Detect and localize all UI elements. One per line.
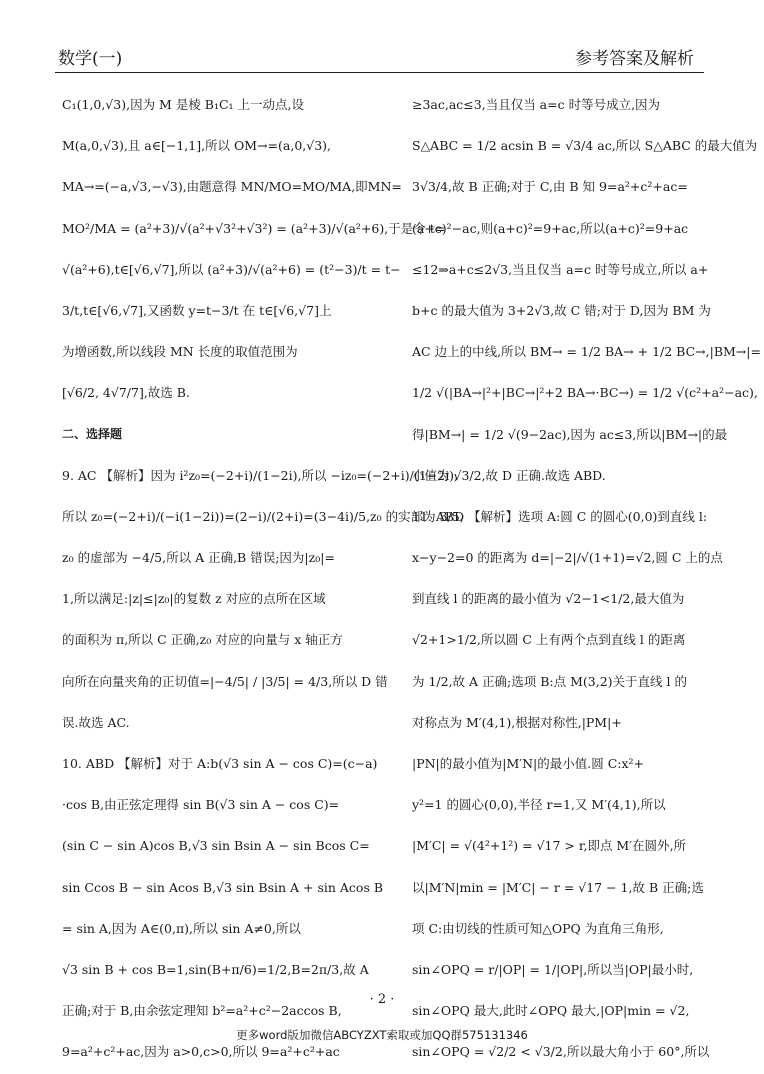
text-line: ·cos B,由正弦定理得 sin B(√3 sin A − cos C)= [62, 797, 340, 813]
text-line: √2+1>1/2,所以圆 C 上有两个点到直线 l 的距离 [412, 632, 686, 648]
text-line: 11. ABD 【解析】选项 A:圆 C 的圆心(0,0)到直线 l: [412, 508, 708, 524]
text-line: 所以 z₀=(−2+i)/(−i(1−2i))=(2−i)/(2+i)=(3−4i)/5,z₀ 的实部为 3/5, [62, 508, 464, 524]
text-line: x−y−2=0 的距离为 d=|−2|/√(1+1)=√2,圆 C 上的点 [412, 550, 723, 566]
text-line: ≤12⇒a+c≤2√3,当且仅当 a=c 时等号成立,所以 a+ [412, 261, 709, 277]
text-line: 为增函数,所以线段 MN 长度的取值范围为 [62, 344, 298, 360]
text-line: [√6/2, 4√7/7],故选 B. [62, 385, 190, 401]
text-line: 为 1/2,故 A 正确;选项 B:点 M(3,2)关于直线 l 的 [412, 673, 687, 689]
left-column [62, 84, 464, 1073]
text-line: √3 sin B + cos B=1,sin(B+π/6)=1/2,B=2π/3,故 A [62, 961, 369, 977]
text-line: 9=a²+c²+ac,因为 a>0,c>0,所以 9=a²+c²+ac [62, 1044, 340, 1060]
footer-note: 更多word版加微信ABCYZXT索取或加QQ群575131346 [236, 1028, 528, 1042]
text-line: (sin C − sin A)cos B,√3 sin Bsin A − sin Bcos C= [62, 838, 370, 854]
right-column [412, 84, 761, 1073]
text-line: 以|M′N|min = |M′C| − r = √17 − 1,故 B 正确;选 [412, 879, 704, 895]
text-line: 9. AC 【解析】因为 i²z₀=(−2+i)/(1−2i),所以 −iz₀=(−2+i)/(1−2i), [62, 467, 458, 483]
text-line: 小值为 √3/2,故 D 正确.故选 ABD. [412, 467, 606, 483]
text-line: y²=1 的圆心(0,0),半径 r=1,又 M′(4,1),所以 [412, 797, 666, 813]
text-line: sin∠OPQ 最大,此时∠OPQ 最大,|OP|min = √2, [412, 1003, 690, 1019]
text-line: 项 C:由切线的性质可知△OPQ 为直角三角形, [412, 920, 664, 936]
text-line: S△ABC = 1/2 acsin B = √3/4 ac,所以 S△ABC 的最大值为 [412, 138, 758, 154]
text-line: = sin A,因为 A∈(0,π),所以 sin A≠0,所以 [62, 920, 301, 936]
text-line: M(a,0,√3),且 a∈[−1,1],所以 OM→=(a,0,√3), [62, 138, 332, 154]
section-heading: 二、选择题 [62, 426, 123, 441]
text-line: 10. ABD 【解析】对于 A:b(√3 sin A − cos C)=(c−a) [62, 756, 378, 771]
text-line: b+c 的最大值为 3+2√3,故 C 错;对于 D,因为 BM 为 [412, 302, 711, 318]
text-line: 对称点为 M′(4,1),根据对称性,|PM|+ [412, 714, 622, 730]
text-line: 3√3/4,故 B 正确;对于 C,由 B 知 9=a²+c²+ac= [412, 179, 688, 195]
text-line: 得|BM→| = 1/2 √(9−2ac),因为 ac≤3,所以|BM→|的最 [412, 426, 728, 442]
header-title: 参考答案及解析 [575, 49, 694, 69]
text-line: 正确;对于 B,由余弦定理知 b²=a²+c²−2accos B, [62, 1003, 342, 1019]
text-line: 的面积为 π,所以 C 正确,z₀ 对应的向量与 x 轴正方 [62, 632, 343, 648]
text-line: sin Ccos B − sin Acos B,√3 sin Bsin A + sin Acos B [62, 879, 384, 895]
header-subject: 数学(一) [58, 49, 123, 69]
text-line: √(a²+6),t∈[√6,√7],所以 (a²+3)/√(a²+6) = (t²−3)/t = t− [62, 261, 401, 277]
text-line: |PN|的最小值为|M′N|的最小值.圆 C:x²+ [412, 756, 645, 771]
text-line: sin∠OPQ = r/|OP| = 1/|OP|,所以当|OP|最小时, [412, 961, 694, 977]
text-line: 1,所以满足:|z|≤|z₀|的复数 z 对应的点所在区域 [62, 591, 326, 607]
text-line: 向所在向量夹角的正切值=|−4/5| / |3/5| = 4/3,所以 D 错 [62, 673, 388, 689]
text-line: z₀ 的虚部为 −4/5,所以 A 正确,B 错误;因为|z₀|= [62, 550, 335, 566]
text-line: MO²/MA = (a²+3)/√(a²+√3²+√3²) = (a²+3)/√(a²+6),于是令 t= [62, 220, 446, 236]
text-line: sin∠OPQ = √2/2 < √3/2,所以最大角小于 60°,所以 [412, 1044, 710, 1060]
header-rule [55, 72, 704, 73]
text-line: AC 边上的中线,所以 BM→ = 1/2 BA→ + 1/2 BC→,|BM→|= [412, 344, 761, 360]
text-line: 3/t,t∈[√6,√7],又函数 y=t−3/t 在 t∈[√6,√7]上 [62, 302, 332, 318]
text-line: MA→=(−a,√3,−√3),由题意得 MN/MO=MO/MA,即MN= [62, 179, 402, 195]
text-line: 到直线 l 的距离的最小值为 √2−1<1/2,最大值为 [412, 591, 685, 607]
text-line: ≥3ac,ac≤3,当且仅当 a=c 时等号成立,因为 [412, 97, 661, 112]
text-line: |M′C| = √(4²+1²) = √17 > r,即点 M′在圆外,所 [412, 838, 687, 854]
text-line: (a+c)²−ac,则(a+c)²=9+ac,所以(a+c)²=9+ac [412, 220, 689, 236]
page-number: · 2 · [369, 992, 395, 1007]
text-line: 1/2 √(|BA→|²+|BC→|²+2 BA→·BC→) = 1/2 √(c²+a²−ac), [412, 385, 758, 401]
text-line: 误.故选 AC. [62, 714, 130, 730]
text-line: C₁(1,0,√3),因为 M 是棱 B₁C₁ 上一动点,设 [62, 97, 305, 112]
